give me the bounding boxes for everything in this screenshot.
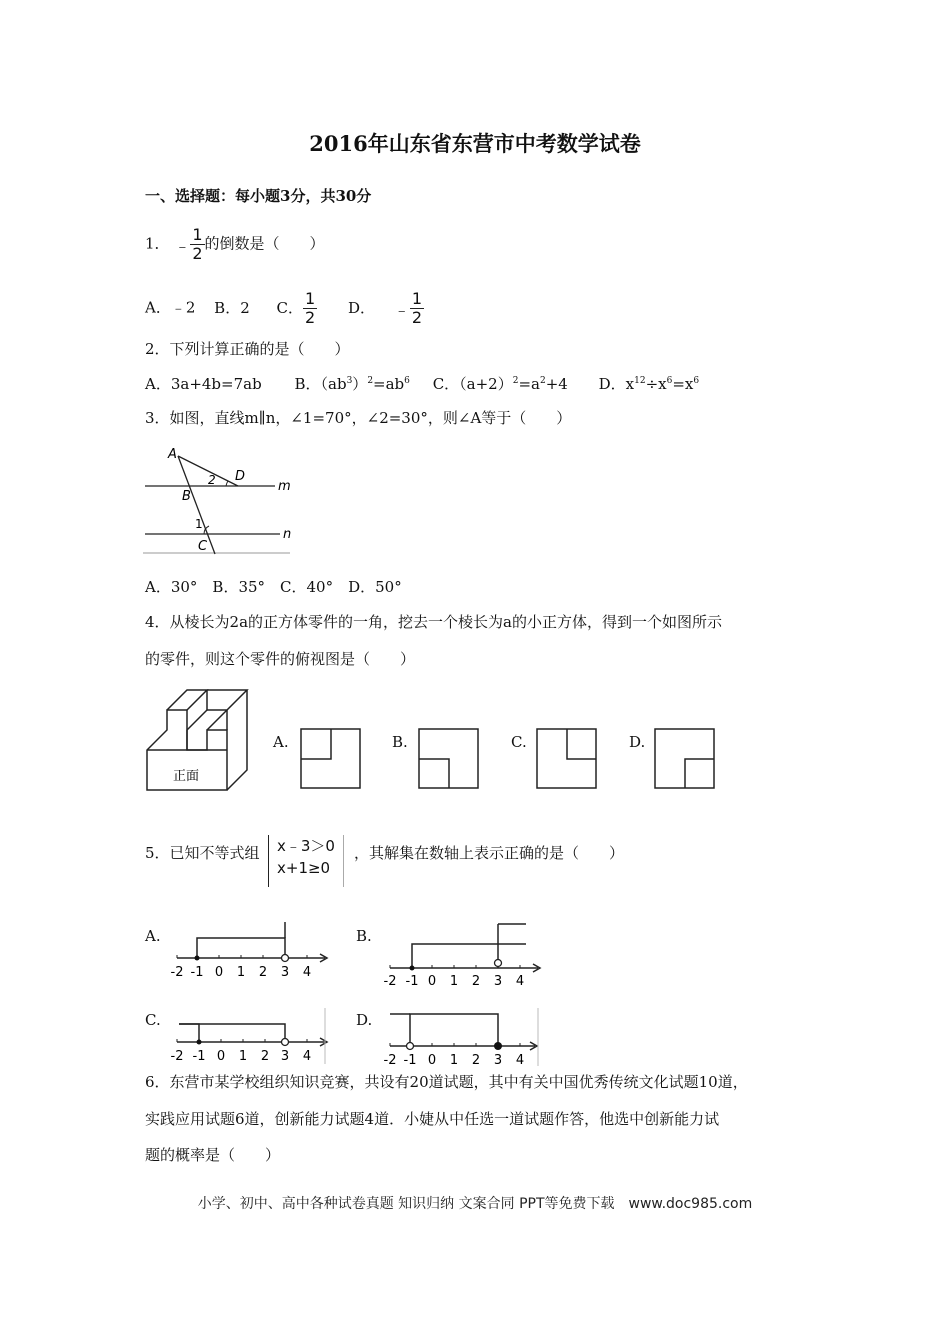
q2-b-sup3: 3 — [346, 376, 353, 386]
angle-2-arc — [226, 481, 228, 486]
q1-options — [145, 290, 424, 327]
question-6-line-3: 题的概率是（ ） — [145, 1146, 281, 1164]
tick-label: 0 — [427, 974, 437, 989]
q1-d-denominator: 2 — [411, 308, 422, 327]
q1-number: 1． — [145, 234, 170, 253]
q5-option-a-numberline — [165, 918, 335, 983]
q2-b-sup2: 2 — [367, 376, 374, 386]
front-face-label: 正面 — [173, 769, 200, 784]
label-n: n — [283, 527, 292, 542]
q1-option-b: B．2 — [214, 298, 250, 317]
q5-option-d-label: D. — [356, 1011, 373, 1029]
tick-label: -2 — [383, 974, 397, 989]
q1-stem: 的倒数是（ ） — [204, 234, 325, 253]
q1-c-numerator: 1 — [305, 289, 316, 308]
tick-label: 0 — [427, 1053, 437, 1068]
q1-d-negative-sign: ﹣ — [393, 300, 410, 319]
q2-b-label: B．（ab — [294, 375, 347, 393]
q2-c-rest: =a — [518, 375, 540, 393]
q2-d-mid: ÷x — [645, 375, 667, 393]
q2-d-sup6a: 6 — [666, 376, 673, 386]
tick-label: 1 — [449, 974, 459, 989]
q4-option-b-view — [418, 728, 480, 790]
q2-c-sup2b: 2 — [539, 376, 546, 386]
q1-option-a: A．﹣2 — [145, 298, 196, 317]
q4-solid-figure — [143, 686, 253, 796]
page-footer: 小学、初中、高中各种试卷真题 知识归纳 文案合同 PPT等免费下载 www.doc985.com — [197, 1196, 753, 1212]
tick-label: -1 — [192, 1049, 206, 1064]
q5-inequality-2: x+1≥0 — [277, 859, 331, 877]
q2-b-rest: =ab — [373, 375, 405, 393]
q1-option-c-fraction — [303, 290, 317, 327]
label-a: A — [168, 447, 177, 462]
q5-option-c-label: C. — [145, 1011, 161, 1029]
tick-label: 2 — [258, 965, 268, 980]
question-4-line-1: 4．从棱长为2a的正方体零件的一角，挖去一个棱长为a的小正方体，得到一个如图所示 — [145, 613, 722, 631]
label-angle-2: 2 — [208, 473, 216, 487]
question-6-line-2: 实践应用试题6道，创新能力试题4道．小婕从中任选一道试题作答，他选中创新能力试 — [145, 1110, 720, 1128]
tick-label: 2 — [260, 1049, 270, 1064]
q5-option-b-label: B. — [356, 927, 372, 945]
segment-ac — [178, 456, 215, 554]
q3-options: A．30° B．35° C．40° D．50° — [145, 578, 402, 596]
question-4-line-2: 的零件，则这个零件的俯视图是（ ） — [145, 650, 416, 668]
tick-label: 0 — [214, 965, 224, 980]
tick-label: 2 — [471, 974, 481, 989]
q1-negative-sign: ﹣ — [174, 236, 191, 255]
q2-d-sup12: 12 — [634, 376, 646, 386]
tick-label: 3 — [280, 965, 290, 980]
section-heading: 一、选择题：每小题3分，共30分 — [145, 187, 372, 205]
question-5-suffix: ，其解集在数轴上表示正确的是（ ） — [354, 844, 625, 862]
question-6-line-1: 6．东营市某学校组织知识竞赛，共设有20道试题，其中有关中国优秀传统文化试题10道， — [145, 1073, 748, 1091]
q5-option-d-numberline — [380, 1004, 545, 1068]
q4-option-a-view — [300, 728, 362, 790]
label-c: C — [198, 539, 208, 554]
q2-b-paren: ） — [352, 375, 368, 393]
q1-d-numerator: 1 — [411, 289, 422, 308]
q2-d-rest: =x — [672, 375, 694, 393]
q2-c-sup2a: 2 — [512, 376, 519, 386]
q4-option-b-label: B. — [392, 733, 408, 751]
q4-option-c-view — [536, 728, 598, 790]
tick-label: 4 — [515, 1053, 525, 1068]
tick-label: 1 — [449, 1053, 459, 1068]
label-m: m — [278, 479, 291, 494]
q5-option-a-label: A. — [145, 927, 161, 945]
tick-label: -2 — [170, 1049, 184, 1064]
tick-label: -2 — [170, 965, 184, 980]
q1-fraction-denominator: 2 — [192, 244, 203, 263]
q1-option-d-fraction — [410, 290, 424, 327]
question-3: 3．如图，直线m∥n，∠1=70°，∠2=30°，则∠A等于（ ） — [145, 409, 572, 427]
question-5-prefix: 5．已知不等式组 — [145, 844, 260, 862]
q1-c-denominator: 2 — [305, 308, 316, 327]
tick-label: -2 — [383, 1053, 397, 1068]
label-b: B — [182, 489, 191, 504]
q4-option-d-view — [654, 728, 716, 790]
tick-label: 1 — [236, 965, 246, 980]
q2-option-d — [599, 375, 699, 393]
tick-label: 3 — [280, 1049, 290, 1064]
tick-label: -1 — [403, 1053, 417, 1068]
q2-option-c — [433, 375, 568, 393]
q5-inequality-1: x﹣3＞0 — [277, 837, 335, 855]
q1-option-c-label: C． — [276, 298, 304, 317]
tick-label: 4 — [302, 1049, 312, 1064]
q2-options — [145, 373, 699, 394]
q4-option-c-label: C. — [511, 733, 527, 751]
tick-label: 4 — [302, 965, 312, 980]
q5-inequality-system — [268, 835, 344, 887]
q5-option-c-numberline — [165, 1004, 335, 1066]
q2-d-sup6b: 6 — [693, 376, 700, 386]
q1-fraction-numerator: 1 — [192, 225, 203, 244]
q1-option-d-label: D． — [347, 298, 376, 317]
label-d: D — [235, 469, 246, 484]
question-2: 2．下列计算正确的是（ ） — [145, 340, 350, 358]
question-1 — [145, 226, 325, 263]
q2-option-b — [294, 375, 409, 393]
page-title: 2016年山东省东营市中考数学试卷 — [309, 131, 641, 156]
q2-b-sup6: 6 — [404, 376, 410, 386]
q2-option-a: A．3a+4b=7ab — [145, 375, 262, 393]
tick-label: 3 — [493, 974, 503, 989]
tick-label: 3 — [493, 1053, 503, 1068]
tick-label: 4 — [515, 974, 525, 989]
tick-label: -1 — [405, 974, 419, 989]
q5-option-b-numberline — [380, 920, 545, 990]
q2-c-tail: +4 — [545, 375, 568, 393]
q3-figure — [140, 442, 300, 557]
label-angle-1: 1 — [195, 517, 203, 531]
tick-label: 2 — [471, 1053, 481, 1068]
tick-label: -1 — [190, 965, 204, 980]
q4-option-d-label: D. — [629, 733, 646, 751]
q2-d-label: D．x — [598, 375, 635, 393]
q4-option-a-label: A. — [273, 733, 289, 751]
tick-label: 1 — [238, 1049, 248, 1064]
tick-label: 0 — [216, 1049, 226, 1064]
q1-fraction — [190, 226, 204, 263]
q2-c-label: C．（a+2） — [432, 375, 513, 393]
